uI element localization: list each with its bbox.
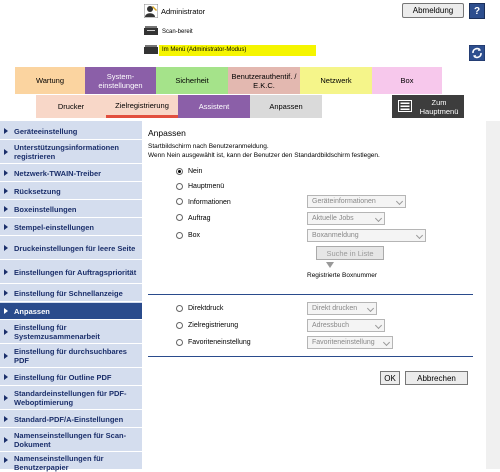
sidebar-item-label: Standardeinstellungen für PDF-Weboptimierung xyxy=(14,389,127,407)
auftrag-select[interactable] xyxy=(307,212,385,225)
arrow-icon xyxy=(4,170,8,176)
administrator-icon xyxy=(144,4,158,18)
sidebar-item-outline-pdf[interactable] xyxy=(0,369,142,386)
label-informationen: Informationen xyxy=(188,199,231,206)
radio-informationen[interactable] xyxy=(176,198,183,205)
home-button[interactable] xyxy=(392,95,464,118)
device-status: Scan-bereit xyxy=(162,29,193,35)
arrow-icon xyxy=(4,437,8,443)
arrow-icon xyxy=(4,149,8,155)
chevron-down-icon xyxy=(367,305,374,312)
sidebar-item-systemzusammenarbeit[interactable] xyxy=(0,321,142,344)
sidebar-item-geraeteeinstellung[interactable] xyxy=(0,123,142,140)
description-line-1: Startbildschirm nach Benutzeranmeldung. xyxy=(148,143,269,150)
label-nein: Nein xyxy=(188,168,203,175)
arrow-icon xyxy=(4,206,8,212)
box-select-value: Boxanmeldung xyxy=(312,232,359,239)
informationen-select[interactable] xyxy=(307,195,406,208)
home-menu-icon xyxy=(398,100,412,112)
sidebar-item-label: Unterstützungsinformationen registrieren xyxy=(14,143,119,161)
sidebar-item-label: Einstellung für Systemzusammenarbeit xyxy=(14,323,100,341)
sidebar-item-boxeinstellungen[interactable] xyxy=(0,201,142,218)
tab-assistent[interactable]: Assistent xyxy=(178,95,250,118)
mode-indicator: Im Menü (Administrator-Modus) xyxy=(159,45,316,56)
zielregistrierung-select-value: Adressbuch xyxy=(312,322,349,329)
arrow-icon xyxy=(4,329,8,335)
divider xyxy=(148,356,473,357)
sidebar-item-label: Namenseinstellungen für Scan-Dokument xyxy=(14,431,127,449)
arrow-icon xyxy=(4,188,8,194)
radio-zielregistrierung[interactable] xyxy=(176,322,183,329)
box-select[interactable] xyxy=(307,229,426,242)
label-direktdruck: Direktdruck xyxy=(188,305,224,312)
arrow-icon xyxy=(4,290,8,296)
divider xyxy=(148,294,473,295)
chevron-down-icon xyxy=(416,232,423,239)
radio-hauptmenu[interactable] xyxy=(176,183,183,190)
arrow-icon xyxy=(4,245,8,251)
chevron-down-icon xyxy=(396,198,403,205)
label-auftrag: Auftrag xyxy=(188,215,211,222)
sidebar-item-durchsuchbares-pdf[interactable] xyxy=(0,345,142,368)
tab-anpassen[interactable]: Anpassen xyxy=(250,95,322,118)
sidebar-item-ruecksetzung[interactable] xyxy=(0,183,142,200)
radio-direktdruck[interactable] xyxy=(176,305,183,312)
triangle-down-icon xyxy=(326,262,334,268)
sidebar-item-label: Druckeinstellungen für leere Seite xyxy=(14,243,136,253)
arrow-icon xyxy=(4,224,8,230)
label-favoriteneinstellung: Favoriteneinstellung xyxy=(188,339,251,346)
refresh-icon[interactable] xyxy=(469,45,485,61)
sidebar-item-druckeinstellungen-leere-seite[interactable] xyxy=(0,237,142,260)
search-list-button[interactable]: Suche in Liste xyxy=(316,246,384,260)
chevron-down-icon xyxy=(383,339,390,346)
radio-box[interactable] xyxy=(176,232,183,239)
radio-auftrag[interactable] xyxy=(176,214,183,221)
sidebar-item-anpassen[interactable] xyxy=(0,303,142,320)
direktdruck-select-value: Direkt drucken xyxy=(312,305,358,312)
tab-benutzerauthentifizierung[interactable]: Benutzerauthentif. / E.K.C. xyxy=(228,67,300,94)
sidebar-item-label: Namenseinstellungen für Benutzerpapier xyxy=(14,454,104,472)
sidebar-item-label: Netzwerk-TWAIN-Treiber xyxy=(14,168,102,178)
sidebar-item-label: Einstellung für durchsuchbares PDF xyxy=(14,347,127,365)
arrow-icon xyxy=(4,457,8,463)
ok-button[interactable]: OK xyxy=(380,371,400,385)
tab-systemeinstellungen[interactable]: System- einstellungen xyxy=(85,67,156,94)
tab-wartung[interactable]: Wartung xyxy=(15,67,85,94)
tab-netzwerk[interactable]: Netzwerk xyxy=(300,67,372,94)
arrow-icon xyxy=(4,308,8,314)
chevron-down-icon xyxy=(375,322,382,329)
scanner-status-icon xyxy=(144,26,158,36)
sidebar-item-label: Stempel-einstellungen xyxy=(14,222,95,232)
tab-sicherheit[interactable]: Sicherheit xyxy=(156,67,228,94)
label-zielregistrierung: Zielregistrierung xyxy=(188,322,239,329)
user-name: Administrator xyxy=(161,7,206,16)
cancel-button[interactable]: Abbrechen xyxy=(405,371,468,385)
sidebar-item-label: Einstellung für Schnellanzeige xyxy=(14,288,123,298)
arrow-icon xyxy=(4,374,8,380)
description-line-2: Wenn Nein ausgewählt ist, kann der Benutzer den Standardbildschirm festlegen. xyxy=(148,152,380,159)
zielregistrierung-select[interactable] xyxy=(307,319,385,332)
radio-nein[interactable] xyxy=(176,168,183,175)
arrow-icon xyxy=(4,128,8,134)
sidebar-item-schnellanzeige[interactable] xyxy=(0,285,142,302)
sidebar-item-label: Anpassen xyxy=(14,306,50,316)
logout-button[interactable]: Abmeldung xyxy=(402,3,464,18)
help-button[interactable]: ? xyxy=(469,3,485,19)
tab-drucker[interactable]: Drucker xyxy=(36,95,106,118)
admin-mode-icon xyxy=(144,45,158,55)
label-hauptmenu: Hauptmenü xyxy=(188,183,225,190)
radio-favoriteneinstellung[interactable] xyxy=(176,339,183,346)
sidebar-item-label: Rücksetzung xyxy=(14,186,61,196)
tab-zielregistrierung[interactable]: Zielregistrierung xyxy=(106,95,178,118)
arrow-icon xyxy=(4,269,8,275)
tab-box[interactable]: Box xyxy=(372,67,442,94)
sidebar-item-label: Geräteeinstellung xyxy=(14,126,78,136)
sidebar-item-unterstuetzungsinformationen[interactable] xyxy=(0,141,142,164)
auftrag-select-value: Aktuelle Jobs xyxy=(312,215,354,222)
sidebar-item-netzwerk-twain[interactable] xyxy=(0,165,142,182)
sidebar-item-label: Standard-PDF/A-Einstellungen xyxy=(14,414,124,424)
page-title: Anpassen xyxy=(148,128,186,138)
sidebar-item-label: Einstellung für Outline PDF xyxy=(14,372,112,382)
arrow-icon xyxy=(4,353,8,359)
sidebar-item-pdf-weboptimierung[interactable] xyxy=(0,387,142,410)
favoriteneinstellung-select[interactable] xyxy=(307,336,393,349)
sidebar-item-scan-dokument[interactable] xyxy=(0,429,142,452)
scrollbar[interactable] xyxy=(486,121,500,469)
home-button-label: Zum Hauptmenü xyxy=(419,98,459,116)
sidebar-item-stempel[interactable] xyxy=(0,219,142,236)
arrow-icon xyxy=(4,416,8,422)
favoriteneinstellung-select-value: Favoriteneinstellung xyxy=(312,339,375,346)
sidebar-item-auftragsprioritaet[interactable] xyxy=(0,261,142,284)
arrow-icon xyxy=(4,395,8,401)
registered-box-number-label: Registrierte Boxnummer xyxy=(307,272,378,279)
label-box: Box xyxy=(188,232,201,239)
chevron-down-icon xyxy=(375,215,382,222)
sidebar-item-label: Einstellungen für Auftragspriorität xyxy=(14,267,137,277)
informationen-select-value: Geräteinformationen xyxy=(312,198,376,205)
sidebar-item-label: Boxeinstellungen xyxy=(14,204,77,214)
sidebar-item-pdfa[interactable] xyxy=(0,411,142,428)
direktdruck-select[interactable] xyxy=(307,302,377,315)
sidebar-item-benutzerpapier[interactable] xyxy=(0,453,142,472)
